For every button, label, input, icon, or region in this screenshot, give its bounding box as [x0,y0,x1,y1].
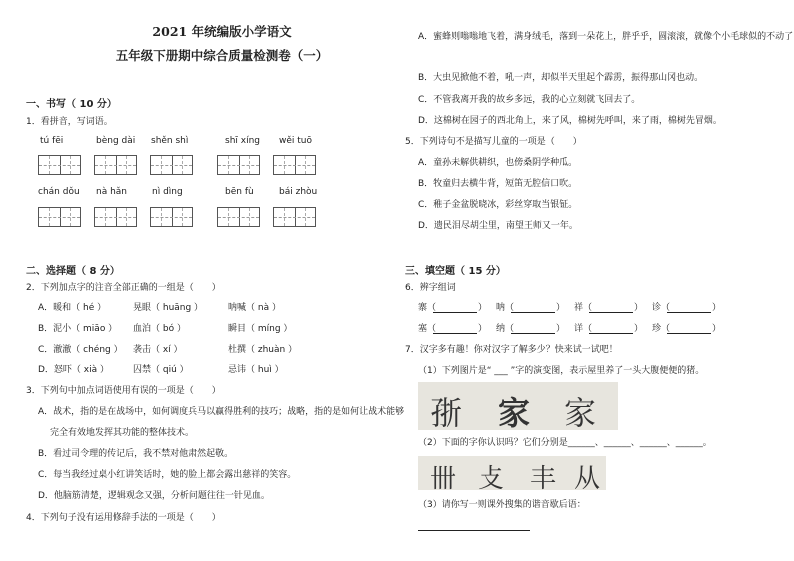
exam-title-line2: 五年级下册期中综合质量检测卷（一） [115,48,329,63]
pinyin-8: nì dìng [152,187,183,197]
q2-option-c2: 袭击（ xí ） [133,345,183,355]
q5-option-d: D．遗民泪尽胡尘里，南望王师又一年。 [418,221,578,231]
pinyin-5: wěi tuō [279,136,312,146]
q6-char-4: 诊（ [652,303,671,313]
ancient-glyph-4: 从 [574,464,601,494]
q2-option-a2: 晃眼（ huāng ） [133,303,204,313]
answer-box-4[interactable] [217,155,260,175]
evolution-glyph-2: 家 [498,394,531,432]
q2-option-b3: 瞬目（ míng ） [228,324,293,334]
q2-option-c1: C．澈澈（ chéng ） [38,345,123,355]
q6-paren-2: ） [556,303,566,313]
answer-box-8[interactable] [150,207,193,227]
q2-option-c3: 杜撰（ zhuàn ） [228,345,298,355]
ancient-glyph-3: 丰 [530,464,557,494]
q2-stem: 2．下列加点字的注音全部正确的一组是（ ） [26,283,221,293]
q3-option-c: C．每当我经过桌小红讲笑话时，她的脸上都会露出慈祥的笑容。 [38,470,297,480]
q4-option-b: B．大虫见掀他不着，吼一声，却似半天里起个霹雳，振得那山冈也动。 [418,73,704,83]
q2-option-a1: A．暖和（ hé ） [38,303,107,313]
exam-title-line1: 2021 年统编版小学语文 [152,24,292,39]
pinyin-2: bèng dài [96,136,136,146]
q4-option-d: D．这棉树在园子的西北角上，来了风，棉树先呼叫，来了雨，棉树先冒烟。 [418,116,722,126]
q6-blank-4[interactable] [667,312,711,313]
answer-box-10[interactable] [273,207,316,227]
pinyin-3: shěn shì [151,136,189,146]
q2-option-a3: 呐喊（ nà ） [228,303,281,313]
q6-paren-7: ） [634,324,644,334]
answer-box-1[interactable] [38,155,81,175]
q6-char-3: 祥（ [574,303,593,313]
q6-paren-5: ） [478,324,488,334]
q6-char-5: 塞（ [418,324,437,334]
q2-option-d2: 囚禁（ qiú ） [133,365,189,375]
answer-box-6[interactable] [38,207,81,227]
q3-option-d: D．他脑筋清楚，逻辑观念又强，分析问题往往一针见血。 [38,491,270,501]
q3-option-a-line1: A．战术，指的是在战场中，如何调度兵马以赢得胜利的技巧；战略，指的是如何让战术能够 [38,407,405,417]
q7-part1: （1）下列图片是“ ___ ”字的演变图，表示屋里养了一头大腹便便的猪。 [418,366,705,376]
pinyin-1: tú fēi [40,136,64,146]
evolution-glyph-3: 家 [564,394,597,432]
q6-char-7: 详（ [574,324,593,334]
q6-char-2: 呐（ [496,303,515,313]
q6-paren-4: ） [712,303,722,313]
q5-stem: 5．下列诗句不是描写儿童的一项是（ ） [405,137,582,147]
q3-option-b: B．看过司令理的传记后，我不禁对他肃然起敬。 [38,449,234,459]
q3-option-a-line2: 完全有效地发挥其功能的整体技术。 [50,428,195,438]
ancient-glyph-1: 卌 [430,464,457,494]
q3-stem: 3．下列句中加点词语使用有误的一项是（ ） [26,386,221,396]
q6-char-8: 珍（ [652,324,671,334]
section-writing: 一、书写（ 10 分） [26,99,117,110]
character-evolution-image [418,382,618,430]
q2-option-b2: 血泊（ bó ） [133,324,186,334]
q2-option-d3: 忌讳（ huì ） [228,365,284,375]
ancient-characters-image [418,456,606,494]
q6-blank-3[interactable] [589,312,633,313]
pinyin-9: bēn fù [225,187,254,197]
q6-blank-2[interactable] [511,312,555,313]
answer-box-5[interactable] [273,155,316,175]
q7-part3: （3）请你写一则课外搜集的谐音歇后语： [418,500,586,510]
q7-stem: 7．汉字多有趣！你对汉字了解多少？快来试一试吧！ [405,345,618,355]
answer-box-9[interactable] [217,207,260,227]
section-fill-blank: 三、填空题（ 15 分） [405,266,506,277]
q6-blank-7[interactable] [589,333,633,334]
q6-char-6: 纳（ [496,324,515,334]
q5-option-c: C．稚子金盆脱晓冰，彩丝穿取当银钲。 [418,200,578,210]
q4-stem: 4．下列句子没有运用修辞手法的一项是（ ） [26,513,221,523]
section-choice: 二、选择题（ 8 分） [26,266,120,277]
q6-blank-8[interactable] [667,333,711,334]
q6-paren-3: ） [634,303,644,313]
q1-stem: 1．看拼音，写词语。 [26,117,113,127]
q4-option-c: C．不管我离开我的故乡多远，我的心立刻就飞回去了。 [418,95,641,105]
q5-option-a: A．童孙未解供耕织，也傍桑阴学种瓜。 [418,158,578,168]
pinyin-7: nà hǎn [96,187,128,197]
pinyin-6: chán dǒu [38,187,80,197]
q6-char-1: 寨（ [418,303,437,313]
q7-answer-line[interactable] [418,530,530,531]
q2-option-d1: D．怒吓（ xià ） [38,365,109,375]
q6-paren-6: ） [556,324,566,334]
evolution-glyph-1: 㝂 [430,394,463,432]
q5-option-b: B．牧童归去横牛背，短笛无腔信口吹。 [418,179,578,189]
pinyin-10: bái zhòu [279,187,318,197]
pinyin-4: shī xíng [225,136,260,146]
q6-blank-6[interactable] [511,333,555,334]
ancient-glyph-2: 攴 [478,464,505,494]
answer-box-3[interactable] [150,155,193,175]
q7-part2: （2）下面的字你认识吗？它们分别是______、______、______、______。 [418,438,712,448]
q4-option-a: A．蜜蜂则嗡嗡地飞着，满身绒毛，落到一朵花上，胖乎乎，圆滚滚，就像个小毛球似的不动了 [418,32,794,42]
q6-blank-5[interactable] [433,333,477,334]
answer-box-7[interactable] [94,207,137,227]
q6-stem: 6．辨字组词 [405,283,456,293]
answer-box-2[interactable] [94,155,137,175]
q2-option-b1: B．泥小（ miāo ） [38,324,118,334]
q6-paren-8: ） [712,324,722,334]
q6-paren-1: ） [478,303,488,313]
q6-blank-1[interactable] [433,312,477,313]
